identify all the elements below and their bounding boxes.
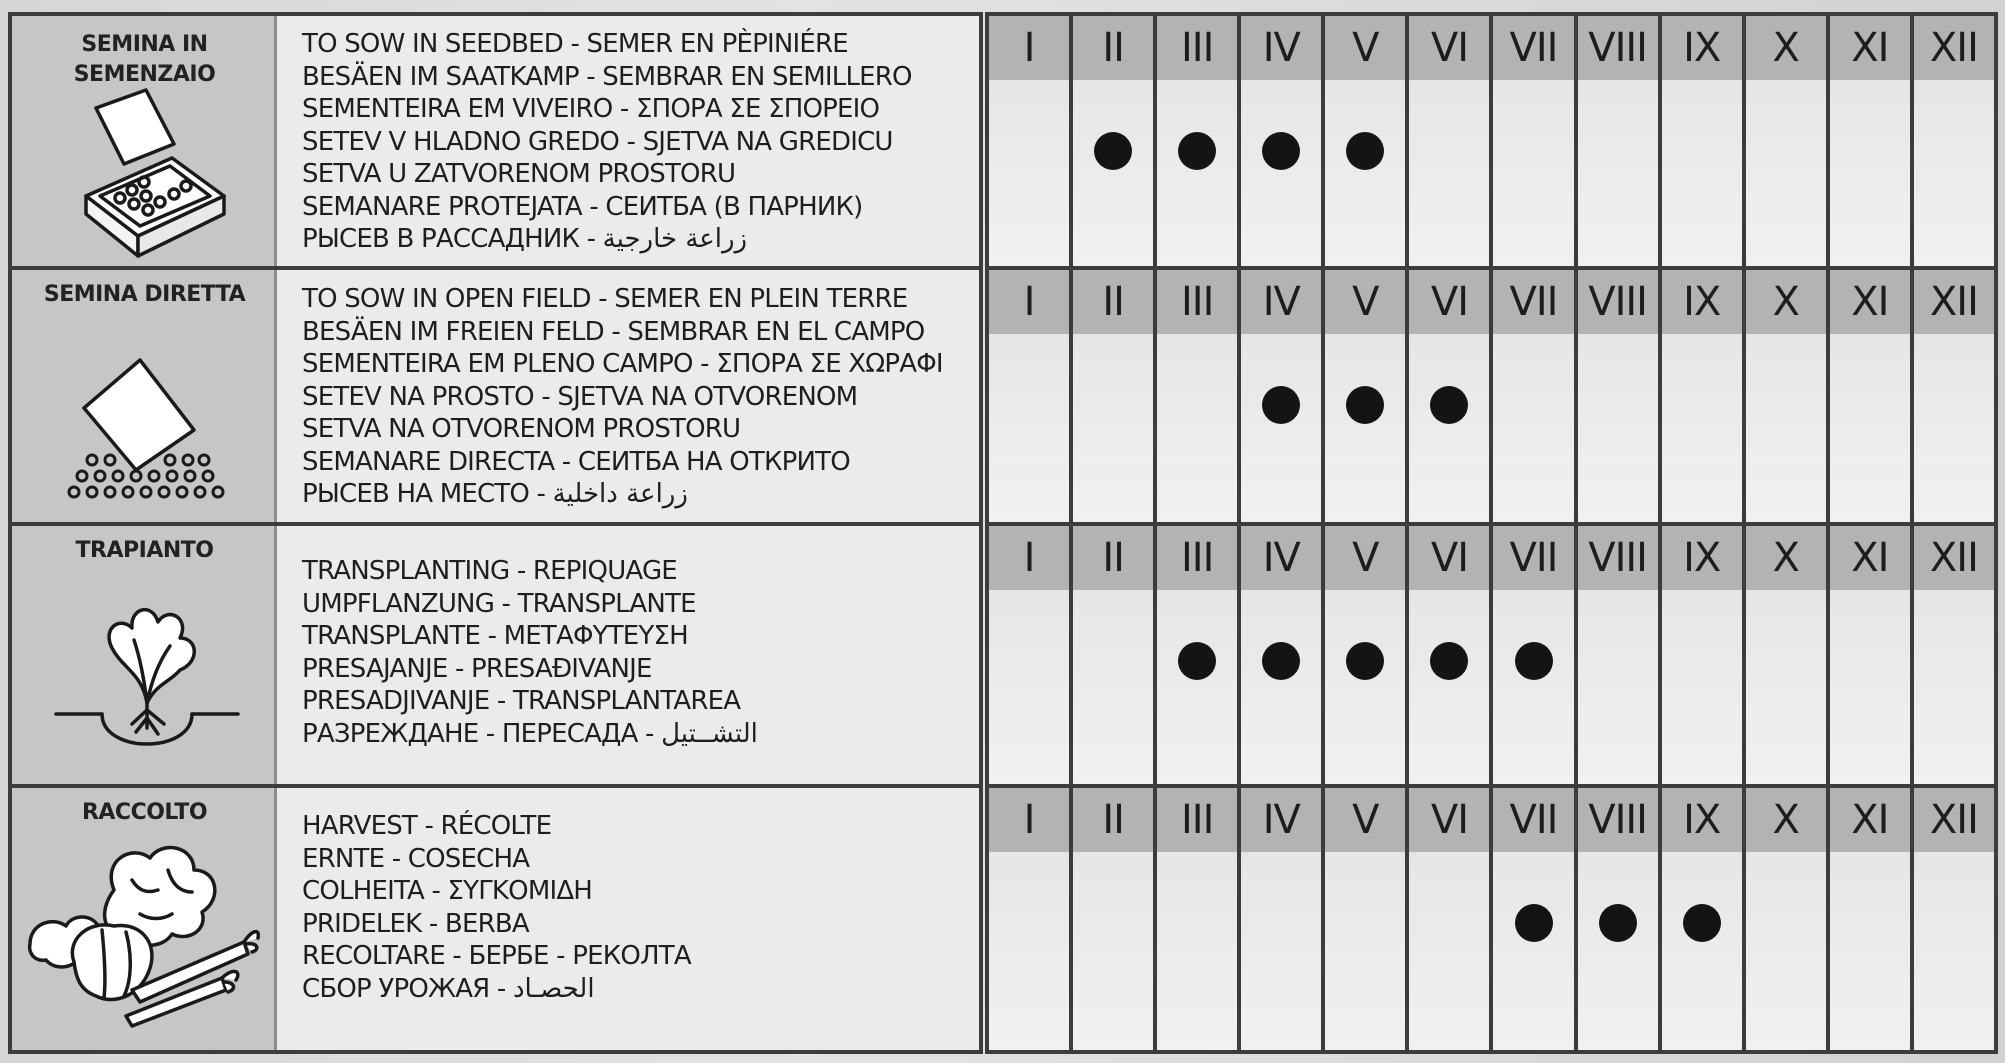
month-cell [1578,270,1658,522]
translation-line: ERNTE - COSECHA [302,843,530,874]
active-month-dot [1346,386,1384,424]
active-month-dot [1262,132,1300,170]
month-header: I [989,788,1069,852]
month-header: VII [1493,16,1573,80]
month-cell [1241,16,1321,266]
month-header: XII [1914,16,1994,80]
translation-line: PRESAJANJE - PRESAĐIVANJE [302,653,652,684]
month-header: VI [1409,270,1489,334]
translation-line: TRANSPLANTE - ΜΕΤΑΦΥΤΕΥΣΗ [302,621,688,651]
month-header: X [1746,270,1826,334]
month-cell [1073,526,1153,784]
month-cell [1746,788,1826,1050]
month-slot [1578,80,1658,266]
month-slot [1493,80,1573,266]
month-header: VIII [1578,526,1658,590]
calendar-row-seedbed [8,12,1998,270]
month-header: V [1325,788,1405,852]
row-description-panel [8,522,983,788]
month-header: II [1073,788,1153,852]
translation-list [302,283,943,511]
month-grid [985,784,1998,1054]
month-cell [1073,788,1153,1050]
month-cell [1241,526,1321,784]
month-header: IV [1241,526,1321,590]
month-slot [989,334,1069,522]
translation-line: SETVA U ZATVORENOM PROSTORU [302,159,736,189]
month-slot [1157,80,1237,266]
translation-line: SETEV NA PROSTO - SJETVA NA OTVORENOM [302,381,858,412]
month-header: IX [1662,270,1742,334]
active-month-dot [1346,132,1384,170]
active-month-dot [1430,642,1468,680]
month-header: XII [1914,270,1994,334]
month-header: XII [1914,788,1994,852]
month-header: IX [1662,526,1742,590]
month-header: IV [1241,788,1321,852]
month-cell [989,526,1069,784]
month-cell [1493,16,1573,266]
calendar-row-direct-sowing [8,266,1998,526]
month-header: XI [1830,788,1910,852]
row-description-panel [8,12,983,270]
month-slot [989,80,1069,266]
row-label-line: RACCOLTO [81,800,208,825]
month-slot [1746,80,1826,266]
month-slot [1409,80,1489,266]
month-header: VI [1409,526,1489,590]
month-slot [1241,334,1321,522]
translation-line: BESÄEN IM FREIEN FELD - SEMBRAR EN EL CAMPO [302,316,925,347]
translation-line: РЫСЕВ НА МЕСТО - زراعة داخلية [302,479,688,509]
row-label-line: SEMINA DIRETTA [43,282,246,307]
translation-line: SETEV V HLADNO GREDO - SJETVA NA GREDICU [302,126,893,157]
translation-line: РАЗРЕЖДАНЕ - ПЕРЕСАДА - التشــتيل [302,718,758,749]
month-cell [1493,270,1573,522]
month-slot [1662,852,1742,1050]
translation-line: СБОР УРОЖАЯ - الحصـاد [302,973,595,1004]
month-slot [1493,852,1573,1050]
month-cell [1157,788,1237,1050]
month-header: VI [1409,16,1489,80]
month-cell [1830,16,1910,266]
month-cell [1241,788,1321,1050]
month-header: VII [1493,788,1573,852]
active-month-dot [1515,642,1553,680]
month-header: IX [1662,788,1742,852]
month-cell [1914,788,1994,1050]
month-header: IX [1662,16,1742,80]
month-slot [1325,80,1405,266]
calendar-row-transplanting [8,522,1998,788]
active-month-dot [1262,642,1300,680]
translation-list [302,28,912,256]
month-slot [1578,852,1658,1050]
month-header: I [989,526,1069,590]
month-slot [1830,334,1910,522]
month-slot [1746,590,1826,784]
active-month-dot [1262,386,1300,424]
month-header: V [1325,16,1405,80]
month-cell [1325,270,1405,522]
active-month-dot [1599,904,1637,942]
month-slot [1914,590,1994,784]
month-slot [1578,590,1658,784]
month-cell [1157,270,1237,522]
translation-line: TO SOW IN OPEN FIELD - SEMER EN PLEIN TERRE [302,284,908,314]
month-header: IV [1241,16,1321,80]
month-header: VIII [1578,16,1658,80]
month-header: IV [1241,270,1321,334]
month-slot [1746,852,1826,1050]
month-slot [1830,852,1910,1050]
month-slot [1914,80,1994,266]
month-header: I [989,16,1069,80]
row-description-panel [8,266,983,526]
month-slot [1325,334,1405,522]
row-icon-panel [12,270,277,522]
translation-line: TRANSPLANTING - REPIQUAGE [302,556,677,586]
month-cell [1662,526,1742,784]
month-slot [1325,852,1405,1050]
month-header: III [1157,270,1237,334]
month-header: III [1157,16,1237,80]
row-description-panel [8,784,983,1054]
translation-line: UMPFLANZUNG - TRANSPLANTE [302,588,696,619]
seedbed-tray-icon [74,86,234,261]
month-cell [1914,270,1994,522]
month-slot [1578,334,1658,522]
month-cell [1578,526,1658,784]
month-header: XI [1830,16,1910,80]
month-header: X [1746,16,1826,80]
translation-line: РЫСЕВ В РАССАДНИК - زراعة خارجية [302,224,748,254]
month-slot [1157,852,1237,1050]
month-header: VI [1409,788,1489,852]
month-header: X [1746,788,1826,852]
month-cell [989,270,1069,522]
month-slot [1409,334,1489,522]
row-label-line: SEMENZAIO [73,62,216,87]
row-icon-panel [12,788,277,1050]
month-cell [1241,270,1321,522]
month-header: I [989,270,1069,334]
month-cell [1157,16,1237,266]
active-month-dot [1430,386,1468,424]
row-icon-panel [12,16,277,266]
month-header: II [1073,270,1153,334]
translation-line: PRESADJIVANJE - TRANSPLANTAREA [302,686,741,716]
month-slot [1157,334,1237,522]
month-slot [1662,334,1742,522]
month-slot [1914,334,1994,522]
month-cell [1830,270,1910,522]
translation-line: HARVEST - RÉCOLTE [302,811,552,841]
month-slot [1241,590,1321,784]
month-slot [1662,80,1742,266]
month-slot [1409,852,1489,1050]
translation-list [302,810,691,1005]
month-slot [1662,590,1742,784]
calendar-row-harvest [8,784,1998,1054]
month-header: X [1746,526,1826,590]
month-slot [1409,590,1489,784]
month-cell [1662,16,1742,266]
active-month-dot [1346,642,1384,680]
month-cell [1325,16,1405,266]
row-label-line: TRAPIANTO [75,538,214,563]
month-grid [985,522,1998,788]
month-cell [1325,788,1405,1050]
month-slot [1830,590,1910,784]
active-month-dot [1178,642,1216,680]
month-slot [1073,852,1153,1050]
month-grid [985,266,1998,526]
row-label-line: SEMINA IN [81,32,208,57]
translation-list [302,555,758,750]
month-cell [1409,526,1489,784]
month-header: XI [1830,270,1910,334]
month-cell [1493,526,1573,784]
month-header: II [1073,16,1153,80]
month-cell [1493,788,1573,1050]
month-grid [985,12,1998,270]
month-slot [989,590,1069,784]
month-cell [1157,526,1237,784]
month-header: VIII [1578,270,1658,334]
translation-line: TO SOW IN SEEDBED - SEMER EN PÈPINIÉRE [302,29,848,59]
month-header: II [1073,526,1153,590]
month-slot [1241,852,1321,1050]
month-header: XI [1830,526,1910,590]
month-slot [989,852,1069,1050]
month-header: V [1325,526,1405,590]
month-cell [1409,270,1489,522]
month-slot [1746,334,1826,522]
active-month-dot [1683,904,1721,942]
month-slot [1157,590,1237,784]
month-header: III [1157,788,1237,852]
month-slot [1914,852,1994,1050]
month-cell [989,16,1069,266]
month-slot [1073,80,1153,266]
month-slot [1325,590,1405,784]
month-cell [1662,788,1742,1050]
month-header: XII [1914,526,1994,590]
month-cell [1409,16,1489,266]
row-icon-panel [12,526,277,784]
month-cell [1746,526,1826,784]
active-month-dot [1178,132,1216,170]
translation-line: COLHEITA - ΣΥΓΚΟΜΙΔΗ [302,876,593,906]
month-slot [1241,80,1321,266]
month-cell [1073,16,1153,266]
month-header: VII [1493,526,1573,590]
month-cell [1830,526,1910,784]
translation-line: SETVA NA OTVORENOM PROSTORU [302,414,741,444]
translation-line: SEMENTEIRA EM VIVEIRO - ΣΠΟΡΑ ΣΕ ΣΠΟΡΕΙΟ [302,94,880,124]
seedling-transplant-icon [52,578,242,768]
month-cell [1662,270,1742,522]
month-cell [1914,16,1994,266]
month-cell [989,788,1069,1050]
month-slot [1073,334,1153,522]
month-cell [1914,526,1994,784]
month-header: VII [1493,270,1573,334]
translation-line: PRIDELEK - BERBA [302,908,529,939]
month-slot [1830,80,1910,266]
translation-line: SEMENTEIRA EM PLENO CAMPO - ΣΠΟΡΑ ΣΕ ΧΩΡΑΦΙ [302,349,943,379]
month-cell [1578,788,1658,1050]
translation-line: SEMANARE PROTEJATA - СЕИТБА (В ПАРНИК) [302,191,863,222]
vegetables-harvest-icon [22,830,262,1030]
month-cell [1746,16,1826,266]
month-slot [1073,590,1153,784]
translation-line: RECOLTARE - БЕРБЕ - РЕКОЛТА [302,941,691,971]
active-month-dot [1515,904,1553,942]
active-month-dot [1094,132,1132,170]
month-cell [1325,526,1405,784]
month-header: V [1325,270,1405,334]
month-cell [1746,270,1826,522]
month-cell [1073,270,1153,522]
month-header: III [1157,526,1237,590]
seed-packet-field-icon [52,320,242,510]
month-cell [1409,788,1489,1050]
translation-line: SEMANARE DIRECTA - СЕИТБА НА ОТКРИТО [302,446,850,477]
month-header: VIII [1578,788,1658,852]
month-slot [1493,590,1573,784]
month-cell [1830,788,1910,1050]
month-slot [1493,334,1573,522]
month-cell [1578,16,1658,266]
translation-line: BESÄEN IM SAATKAMP - SEMBRAR EN SEMILLERO [302,61,912,92]
